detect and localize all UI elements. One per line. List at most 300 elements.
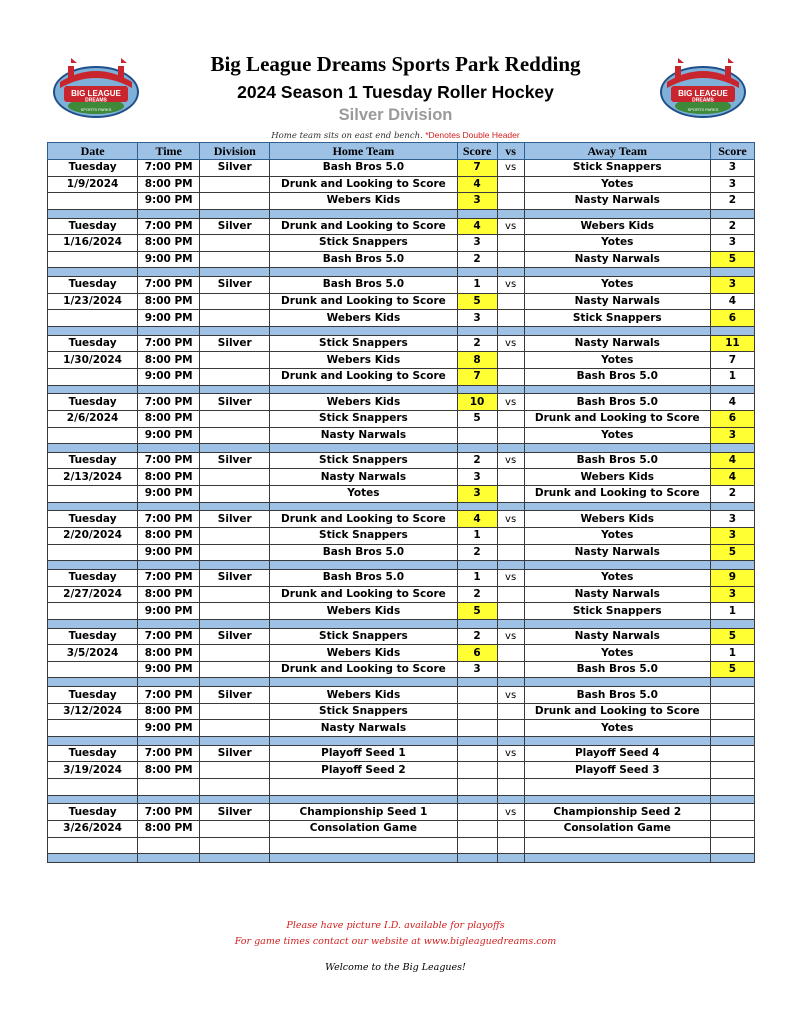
away-team-cell: Nasty Narwals	[524, 193, 710, 210]
home-score-cell	[457, 837, 497, 854]
away-team-cell: Yotes	[524, 645, 710, 662]
away-team-cell: Yotes	[524, 720, 710, 737]
time-cell: 9:00 PM	[138, 720, 200, 737]
division-cell: Silver	[200, 687, 270, 704]
home-score-cell: 3	[457, 661, 497, 678]
division-cell	[200, 778, 270, 795]
vs-cell	[497, 703, 524, 720]
away-team-cell: Drunk and Looking to Score	[524, 486, 710, 503]
time-cell: 7:00 PM	[138, 745, 200, 762]
date-cell: Tuesday	[48, 804, 138, 821]
game-row	[48, 628, 755, 645]
date-cell	[48, 427, 138, 444]
time-cell: 9:00 PM	[138, 661, 200, 678]
home-score-cell	[457, 778, 497, 795]
time-cell: 7:00 PM	[138, 511, 200, 528]
away-team-cell: Yotes	[524, 176, 710, 193]
home-score-cell	[457, 703, 497, 720]
date-cell: Tuesday	[48, 452, 138, 469]
home-score-cell: 3	[457, 486, 497, 503]
away-score-cell: 6	[710, 410, 754, 427]
away-team-cell	[524, 837, 710, 854]
division-cell	[200, 427, 270, 444]
time-cell: 8:00 PM	[138, 645, 200, 662]
division-cell: Silver	[200, 804, 270, 821]
away-team-cell: Nasty Narwals	[524, 586, 710, 603]
away-team-cell: Yotes	[524, 277, 710, 294]
page-title: Big League Dreams Sports Park Redding	[210, 52, 581, 76]
time-cell: 7:00 PM	[138, 218, 200, 235]
home-score-cell: 7	[457, 160, 497, 177]
home-team-cell: Bash Bros 5.0	[270, 570, 457, 587]
game-row	[48, 528, 755, 545]
away-score-cell: 2	[710, 218, 754, 235]
home-team-cell: Webers Kids	[270, 645, 457, 662]
date-cell: 1/16/2024	[48, 235, 138, 252]
date-cell	[48, 368, 138, 385]
vs-cell	[497, 193, 524, 210]
home-team-cell: Drunk and Looking to Score	[270, 511, 457, 528]
date-cell	[48, 486, 138, 503]
date-cell: Tuesday	[48, 687, 138, 704]
away-team-cell: Stick Snappers	[524, 603, 710, 620]
away-team-cell: Bash Bros 5.0	[524, 394, 710, 411]
division-cell	[200, 703, 270, 720]
game-row	[48, 335, 755, 352]
date-cell: 3/19/2024	[48, 762, 138, 779]
division-cell	[200, 544, 270, 561]
vs-cell	[497, 586, 524, 603]
away-score-cell	[710, 837, 754, 854]
away-score-cell	[710, 703, 754, 720]
away-score-cell: 2	[710, 486, 754, 503]
away-team-cell: Drunk and Looking to Score	[524, 703, 710, 720]
home-team-cell: Stick Snappers	[270, 235, 457, 252]
vs-cell: vs	[497, 218, 524, 235]
division-cell	[200, 661, 270, 678]
date-cell: 3/12/2024	[48, 703, 138, 720]
vs-cell	[497, 486, 524, 503]
date-cell: 1/23/2024	[48, 293, 138, 310]
home-score-cell: 1	[457, 570, 497, 587]
vs-cell	[497, 778, 524, 795]
division-title: Silver Division	[338, 106, 453, 124]
game-row	[48, 427, 755, 444]
away-team-cell: Stick Snappers	[524, 310, 710, 327]
division-cell	[200, 410, 270, 427]
game-row	[48, 293, 755, 310]
home-team-cell: Stick Snappers	[270, 528, 457, 545]
away-score-cell: 3	[710, 277, 754, 294]
home-score-cell	[457, 720, 497, 737]
date-cell: Tuesday	[48, 511, 138, 528]
away-team-cell: Yotes	[524, 352, 710, 369]
week-separator	[48, 268, 755, 277]
away-score-cell	[710, 720, 754, 737]
svg-text:BIG LEAGUE: BIG LEAGUE	[678, 89, 728, 98]
away-score-cell: 5	[710, 544, 754, 561]
vs-cell	[497, 820, 524, 837]
game-row	[48, 820, 755, 837]
vs-cell	[497, 645, 524, 662]
home-team-cell: Drunk and Looking to Score	[270, 176, 457, 193]
home-score-cell	[457, 745, 497, 762]
home-bench-note: Home team sits on east end bench.	[271, 131, 423, 141]
vs-cell	[497, 251, 524, 268]
home-team-cell: Nasty Narwals	[270, 469, 457, 486]
date-cell: Tuesday	[48, 218, 138, 235]
away-team-cell: Playoff Seed 4	[524, 745, 710, 762]
division-cell	[200, 528, 270, 545]
vs-cell	[497, 469, 524, 486]
away-team-cell: Nasty Narwals	[524, 335, 710, 352]
time-cell: 7:00 PM	[138, 160, 200, 177]
game-row	[48, 586, 755, 603]
division-cell	[200, 762, 270, 779]
time-cell: 7:00 PM	[138, 687, 200, 704]
away-team-cell: Nasty Narwals	[524, 544, 710, 561]
column-header: vs	[497, 143, 524, 160]
column-header: Date	[48, 143, 138, 160]
away-score-cell: 4	[710, 469, 754, 486]
vs-cell: vs	[497, 570, 524, 587]
division-cell	[200, 368, 270, 385]
division-cell	[200, 352, 270, 369]
game-row	[48, 544, 755, 561]
game-row	[48, 804, 755, 821]
time-cell: 9:00 PM	[138, 251, 200, 268]
home-score-cell	[457, 687, 497, 704]
game-row	[48, 218, 755, 235]
game-row	[48, 687, 755, 704]
date-cell: Tuesday	[48, 394, 138, 411]
time-cell: 7:00 PM	[138, 452, 200, 469]
time-cell: 8:00 PM	[138, 352, 200, 369]
schedule-body	[48, 160, 755, 863]
division-cell: Silver	[200, 511, 270, 528]
away-score-cell: 3	[710, 235, 754, 252]
game-row	[48, 251, 755, 268]
away-team-cell	[524, 778, 710, 795]
home-score-cell	[457, 762, 497, 779]
vs-cell	[497, 837, 524, 854]
vs-cell: vs	[497, 394, 524, 411]
date-cell: 1/9/2024	[48, 176, 138, 193]
time-cell: 8:00 PM	[138, 528, 200, 545]
column-header: Score	[710, 143, 754, 160]
game-row	[48, 745, 755, 762]
home-team-cell: Webers Kids	[270, 310, 457, 327]
home-team-cell: Bash Bros 5.0	[270, 160, 457, 177]
division-cell: Silver	[200, 218, 270, 235]
home-team-cell: Drunk and Looking to Score	[270, 368, 457, 385]
away-score-cell	[710, 687, 754, 704]
away-team-cell: Bash Bros 5.0	[524, 661, 710, 678]
away-team-cell: Drunk and Looking to Score	[524, 410, 710, 427]
home-score-cell: 4	[457, 511, 497, 528]
date-cell: 1/30/2024	[48, 352, 138, 369]
date-cell: 2/6/2024	[48, 410, 138, 427]
date-cell: Tuesday	[48, 335, 138, 352]
division-cell: Silver	[200, 452, 270, 469]
home-score-cell: 3	[457, 235, 497, 252]
game-row	[48, 570, 755, 587]
schedule-note	[0, 130, 791, 141]
date-cell: 3/5/2024	[48, 645, 138, 662]
game-row	[48, 469, 755, 486]
date-cell: 2/13/2024	[48, 469, 138, 486]
away-team-cell: Yotes	[524, 427, 710, 444]
date-cell	[48, 251, 138, 268]
away-team-cell: Webers Kids	[524, 218, 710, 235]
vs-cell: vs	[497, 160, 524, 177]
division-cell	[200, 586, 270, 603]
game-row	[48, 486, 755, 503]
division-cell	[200, 193, 270, 210]
vs-cell: vs	[497, 335, 524, 352]
game-row	[48, 778, 755, 795]
welcome-note: Welcome to the Big Leagues!	[325, 962, 466, 973]
away-team-cell: Yotes	[524, 570, 710, 587]
home-score-cell: 3	[457, 310, 497, 327]
column-header: Home Team	[270, 143, 457, 160]
home-score-cell: 3	[457, 193, 497, 210]
home-team-cell: Bash Bros 5.0	[270, 251, 457, 268]
time-cell: 7:00 PM	[138, 804, 200, 821]
away-team-cell: Nasty Narwals	[524, 251, 710, 268]
home-team-cell: Webers Kids	[270, 603, 457, 620]
division-cell: Silver	[200, 628, 270, 645]
home-team-cell: Drunk and Looking to Score	[270, 293, 457, 310]
home-score-cell: 8	[457, 352, 497, 369]
game-row	[48, 176, 755, 193]
division-cell: Silver	[200, 277, 270, 294]
game-row	[48, 160, 755, 177]
vs-cell: vs	[497, 804, 524, 821]
home-score-cell: 2	[457, 586, 497, 603]
svg-text:BIG LEAGUE: BIG LEAGUE	[71, 89, 121, 98]
vs-cell	[497, 352, 524, 369]
week-separator	[48, 619, 755, 628]
week-separator	[48, 854, 755, 863]
away-score-cell: 6	[710, 310, 754, 327]
away-team-cell: Stick Snappers	[524, 160, 710, 177]
away-score-cell	[710, 778, 754, 795]
game-row	[48, 352, 755, 369]
time-cell	[138, 837, 200, 854]
date-cell	[48, 544, 138, 561]
home-team-cell: Stick Snappers	[270, 628, 457, 645]
vs-cell	[497, 368, 524, 385]
time-cell: 7:00 PM	[138, 570, 200, 587]
date-cell	[48, 193, 138, 210]
game-row	[48, 703, 755, 720]
home-score-cell: 5	[457, 603, 497, 620]
home-team-cell: Championship Seed 1	[270, 804, 457, 821]
column-header: Time	[138, 143, 200, 160]
vs-cell	[497, 528, 524, 545]
home-team-cell: Playoff Seed 1	[270, 745, 457, 762]
away-score-cell	[710, 804, 754, 821]
time-cell: 7:00 PM	[138, 394, 200, 411]
vs-cell: vs	[497, 745, 524, 762]
svg-text:SPORTS PARKS: SPORTS PARKS	[80, 107, 112, 112]
time-cell: 8:00 PM	[138, 410, 200, 427]
home-score-cell: 1	[457, 528, 497, 545]
home-team-cell: Yotes	[270, 486, 457, 503]
date-cell	[48, 720, 138, 737]
game-row	[48, 452, 755, 469]
home-score-cell: 3	[457, 469, 497, 486]
home-score-cell	[457, 427, 497, 444]
home-team-cell: Nasty Narwals	[270, 427, 457, 444]
division-cell	[200, 293, 270, 310]
game-row	[48, 837, 755, 854]
away-score-cell: 3	[710, 427, 754, 444]
week-separator	[48, 736, 755, 745]
week-separator	[48, 795, 755, 804]
away-score-cell: 5	[710, 661, 754, 678]
home-team-cell: Bash Bros 5.0	[270, 277, 457, 294]
home-team-cell: Webers Kids	[270, 687, 457, 704]
double-header-note: *Denotes Double Header	[425, 130, 520, 140]
home-score-cell	[457, 804, 497, 821]
date-cell	[48, 778, 138, 795]
time-cell: 8:00 PM	[138, 235, 200, 252]
season-subtitle: 2024 Season 1 Tuesday Roller Hockey	[237, 82, 554, 102]
date-cell: Tuesday	[48, 745, 138, 762]
game-row	[48, 277, 755, 294]
division-cell	[200, 720, 270, 737]
home-team-cell: Webers Kids	[270, 352, 457, 369]
vs-cell	[497, 410, 524, 427]
division-cell: Silver	[200, 570, 270, 587]
away-team-cell: Webers Kids	[524, 469, 710, 486]
home-score-cell: 10	[457, 394, 497, 411]
time-cell: 8:00 PM	[138, 762, 200, 779]
away-score-cell: 2	[710, 193, 754, 210]
column-header: Away Team	[524, 143, 710, 160]
division-cell	[200, 469, 270, 486]
division-cell	[200, 251, 270, 268]
home-score-cell: 7	[457, 368, 497, 385]
time-cell: 8:00 PM	[138, 293, 200, 310]
away-score-cell: 3	[710, 511, 754, 528]
column-header: Division	[200, 143, 270, 160]
away-team-cell: Nasty Narwals	[524, 293, 710, 310]
vs-cell	[497, 544, 524, 561]
game-row	[48, 645, 755, 662]
away-team-cell: Bash Bros 5.0	[524, 452, 710, 469]
away-team-cell: Yotes	[524, 235, 710, 252]
vs-cell: vs	[497, 628, 524, 645]
date-cell: Tuesday	[48, 628, 138, 645]
table-header-row	[48, 143, 755, 160]
home-team-cell	[270, 837, 457, 854]
time-cell: 8:00 PM	[138, 820, 200, 837]
away-score-cell: 3	[710, 586, 754, 603]
week-separator	[48, 385, 755, 394]
week-separator	[48, 561, 755, 570]
home-team-cell: Nasty Narwals	[270, 720, 457, 737]
home-team-cell: Stick Snappers	[270, 410, 457, 427]
time-cell: 8:00 PM	[138, 176, 200, 193]
game-row	[48, 394, 755, 411]
game-row	[48, 603, 755, 620]
division-cell	[200, 310, 270, 327]
vs-cell	[497, 762, 524, 779]
division-cell	[200, 645, 270, 662]
away-score-cell: 3	[710, 528, 754, 545]
away-score-cell: 4	[710, 452, 754, 469]
date-cell	[48, 661, 138, 678]
home-score-cell: 2	[457, 628, 497, 645]
date-cell: 3/26/2024	[48, 820, 138, 837]
playoff-id-note: Please have picture I.D. available for playoffs	[286, 920, 505, 931]
away-team-cell: Consolation Game	[524, 820, 710, 837]
time-cell: 8:00 PM	[138, 703, 200, 720]
vs-cell: vs	[497, 277, 524, 294]
svg-text:DREAMS: DREAMS	[85, 97, 107, 104]
home-score-cell: 4	[457, 176, 497, 193]
date-cell: Tuesday	[48, 160, 138, 177]
week-separator	[48, 444, 755, 453]
division-cell: Silver	[200, 335, 270, 352]
time-cell: 7:00 PM	[138, 335, 200, 352]
svg-text:DREAMS: DREAMS	[692, 97, 714, 104]
away-team-cell: Bash Bros 5.0	[524, 368, 710, 385]
home-team-cell: Playoff Seed 2	[270, 762, 457, 779]
home-score-cell: 2	[457, 544, 497, 561]
away-score-cell: 4	[710, 394, 754, 411]
week-separator	[48, 502, 755, 511]
home-team-cell: Stick Snappers	[270, 335, 457, 352]
division-cell	[200, 820, 270, 837]
week-separator	[48, 326, 755, 335]
away-team-cell: Webers Kids	[524, 511, 710, 528]
vs-cell: vs	[497, 452, 524, 469]
home-score-cell: 2	[457, 251, 497, 268]
division-cell	[200, 176, 270, 193]
home-score-cell: 5	[457, 410, 497, 427]
home-team-cell: Bash Bros 5.0	[270, 544, 457, 561]
division-cell: Silver	[200, 745, 270, 762]
time-cell: 7:00 PM	[138, 628, 200, 645]
time-cell: 7:00 PM	[138, 277, 200, 294]
away-team-cell: Playoff Seed 3	[524, 762, 710, 779]
time-cell: 9:00 PM	[138, 603, 200, 620]
game-row	[48, 410, 755, 427]
home-team-cell: Webers Kids	[270, 193, 457, 210]
home-team-cell: Drunk and Looking to Score	[270, 586, 457, 603]
away-score-cell: 1	[710, 368, 754, 385]
time-cell: 9:00 PM	[138, 486, 200, 503]
game-row	[48, 511, 755, 528]
vs-cell	[497, 176, 524, 193]
away-score-cell: 9	[710, 570, 754, 587]
division-cell: Silver	[200, 394, 270, 411]
away-score-cell: 1	[710, 603, 754, 620]
game-row	[48, 368, 755, 385]
away-team-cell: Yotes	[524, 528, 710, 545]
division-cell	[200, 486, 270, 503]
home-team-cell: Drunk and Looking to Score	[270, 218, 457, 235]
date-cell: 2/27/2024	[48, 586, 138, 603]
away-score-cell: 3	[710, 176, 754, 193]
vs-cell: vs	[497, 511, 524, 528]
game-row	[48, 661, 755, 678]
home-score-cell: 4	[457, 218, 497, 235]
